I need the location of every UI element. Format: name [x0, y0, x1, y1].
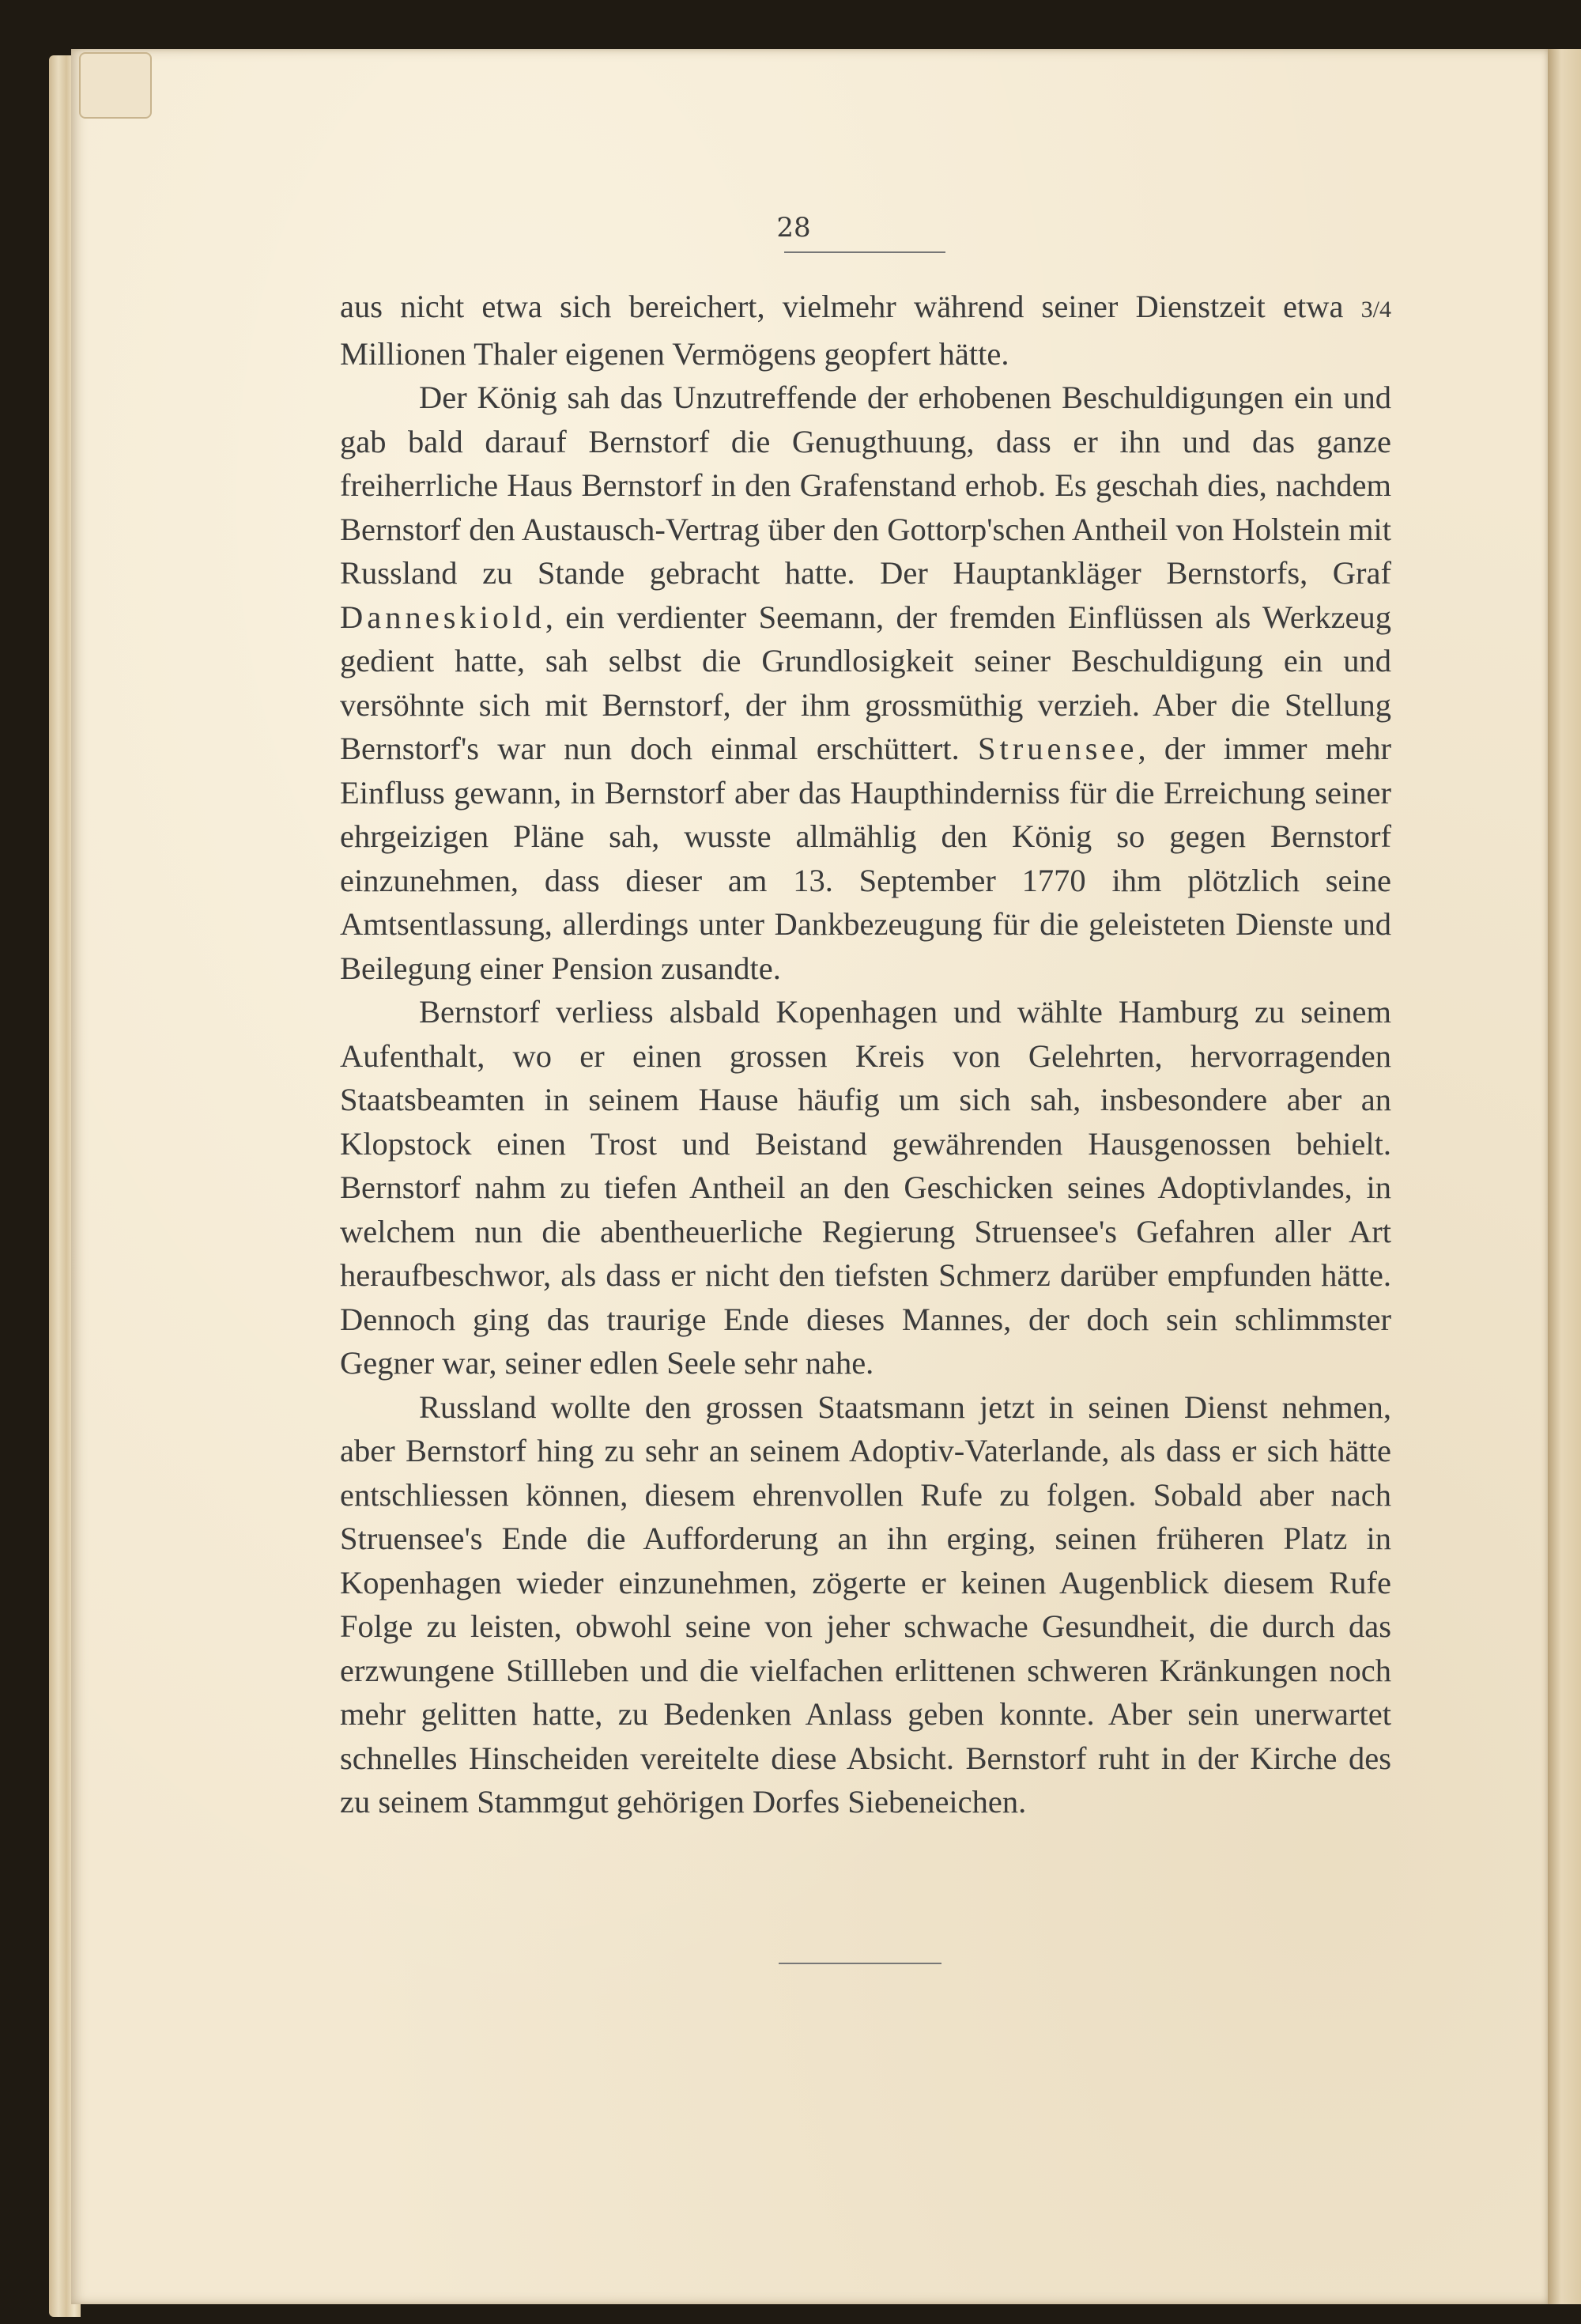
footer-rule: [779, 1963, 941, 1964]
fraction-three-quarters: 3/4: [1360, 297, 1391, 323]
page-number: 28: [776, 212, 811, 244]
right-page-edge: [1548, 49, 1581, 2304]
paragraph-2: [340, 376, 1391, 990]
paragraph-4: Russland wollte den grossen Staatsmann jetzt in seinen Dienst nehmen, aber Bernstorf hing zu sehr an seinem Adoptiv-Vaterlande, als dass er sich hätte entschliessen können, diesem ehrenvollen Rufe zu folgen. Sobald aber nach Struensee's Ende die Aufforderung an ihn erging, seinen früheren Platz in Kopenhagen wieder einzunehmen, zögerte er keinen Augenblick diesem Rufe Folge zu leisten, obwohl seine von jeher schwache Gesundheit, die durch das erzwungene Stillleben und die vielfachen erlittenen schweren Kränkungen noch mehr gelitten hatte, zu Bedenken Anlass geben konnte. Aber sein unerwartet schnelles Hinscheiden vereitelte diese Absicht. Bernstorf ruht in der Kirche des zu seinem Stammgut gehörigen Dorfes Siebeneichen.: [340, 1389, 1391, 1820]
p1-text-a: aus nicht etwa sich bereichert, vielmehr während seiner Dienstzeit etwa: [340, 289, 1361, 324]
corner-tab: [79, 52, 152, 119]
p2-text-b: , ein verdienter Seemann, der fremden Einflüssen als Werkzeug gedient hatte, sah selbst die Grundlosigkeit seiner Beschuldigung ein und versöhnte sich mit Bernstorf, der ihm grossmüthig verzieh. Aber die Stellung Bernstorf's war nun doch einmal erschüttert.: [340, 599, 1391, 766]
p1-text-b: Millionen Thaler eigenen Vermögens geopfert hätte.: [340, 335, 1009, 372]
paragraph-1: [340, 285, 1391, 376]
body-text: [340, 285, 1391, 1824]
name-struensee: Struensee: [978, 731, 1138, 766]
paragraph-3: Bernstorf verliess alsbald Kopenhagen und wählte Hamburg zu seinem Aufenthalt, wo er einen grossen Kreis von Gelehrten, hervorragenden Staatsbeamten in seinem Hause häufig um sich sah, insbesondere aber an Klopstock einen Trost und Beistand gewährenden Hausgenossen behielt. Bernstorf nahm zu tiefen Antheil an den Geschicken seines Adoptivlandes, in welchem nun die abentheuerliche Regierung Struensee's Gefahren aller Art heraufbeschwor, als dass er nicht den tiefsten Schmerz darüber empfunden hätte. Dennoch ging das traurige Ende dieses Mannes, der doch sein schlimmster Gegner war, seiner edlen Seele sehr nahe.: [340, 994, 1391, 1381]
p2-text-c: , der immer mehr Einfluss gewann, in Bernstorf aber das Haupthinderniss für die Erreichung seiner ehrgeizigen Pläne sah, wusste allmählig den König so gegen Bernstorf einzunehmen, dass dieser am 13. September 1770 ihm plötzlich seine Amtsentlassung, allerdings unter Dankbezeugung für die geleisteten Dienste und Beilegung einer Pension zusandte.: [340, 731, 1391, 986]
header-rule: [784, 251, 945, 253]
p2-text-a: Der König sah das Unzutreffende der erhobenen Beschuldigungen ein und gab bald darauf Bernstorf die Genugthuung, dass er ihn und das ganze freiherrliche Haus Bernstorf in den Grafenstand erhob. Es geschah dies, nachdem Bernstorf den Austausch-Vertrag über den Gottorp'schen Antheil von Holstein mit Russland zu Stande gebracht hatte. Der Hauptankläger Bernstorfs, Graf: [340, 380, 1391, 591]
name-danneskiold: Danneskiold: [340, 599, 545, 635]
